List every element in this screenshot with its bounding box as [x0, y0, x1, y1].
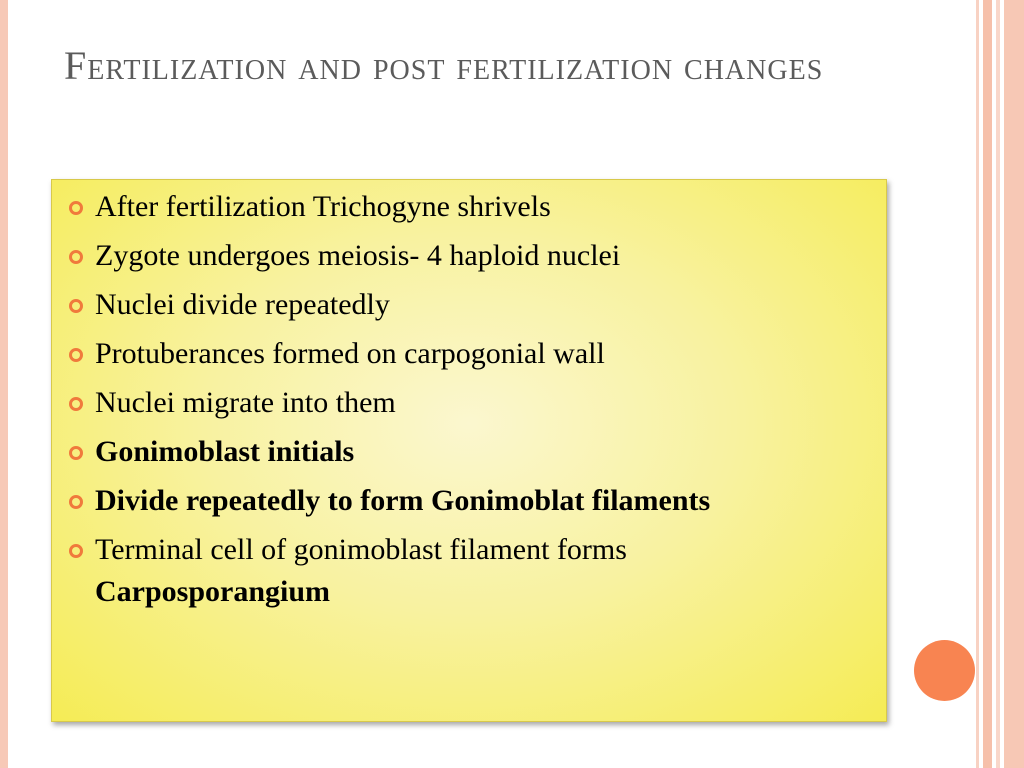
bullet-item [69, 529, 869, 613]
bullet-item [69, 431, 869, 473]
bullet-text: Zygote undergoes meiosis- 4 haploid nuclei [95, 239, 621, 272]
slide-title: Fertilization and post fertilization changes [64, 43, 824, 88]
circle-bullet-icon [69, 446, 83, 460]
circle-bullet-icon [69, 397, 83, 411]
circle-bullet-icon [69, 201, 83, 215]
bullet-text: Nuclei divide repeatedly [95, 288, 390, 321]
bullet-text: Terminal cell of gonimoblast filament forms [95, 533, 627, 566]
circle-bullet-icon [69, 299, 83, 313]
bullet-text: Nuclei migrate into them [95, 386, 396, 419]
decorative-circle [914, 640, 975, 701]
bullet-text: Divide repeatedly to form Gonimoblat filaments [95, 484, 711, 517]
right-stripes-decoration [976, 0, 1024, 768]
content-box [51, 179, 887, 722]
stripe [976, 0, 979, 768]
stripe [1004, 0, 1024, 768]
bullet-item [69, 382, 869, 424]
bullet-item [69, 186, 869, 228]
circle-bullet-icon [69, 495, 83, 509]
circle-bullet-icon [69, 250, 83, 264]
bullet-list [69, 186, 869, 620]
circle-bullet-icon [69, 348, 83, 362]
stripe [983, 0, 992, 768]
bullet-text: Gonimoblast initials [95, 435, 355, 468]
circle-bullet-icon [69, 544, 83, 558]
bullet-text: Protuberances formed on carpogonial wall [95, 337, 605, 370]
stripe [996, 0, 1000, 768]
bullet-text: After fertilization Trichogyne shrivels [95, 190, 551, 223]
bullet-emphasis: Carposporangium [95, 575, 331, 608]
bullet-item [69, 333, 869, 375]
left-border-decoration [0, 0, 8, 768]
bullet-item [69, 235, 869, 277]
bullet-item [69, 480, 869, 522]
bullet-item [69, 284, 869, 326]
